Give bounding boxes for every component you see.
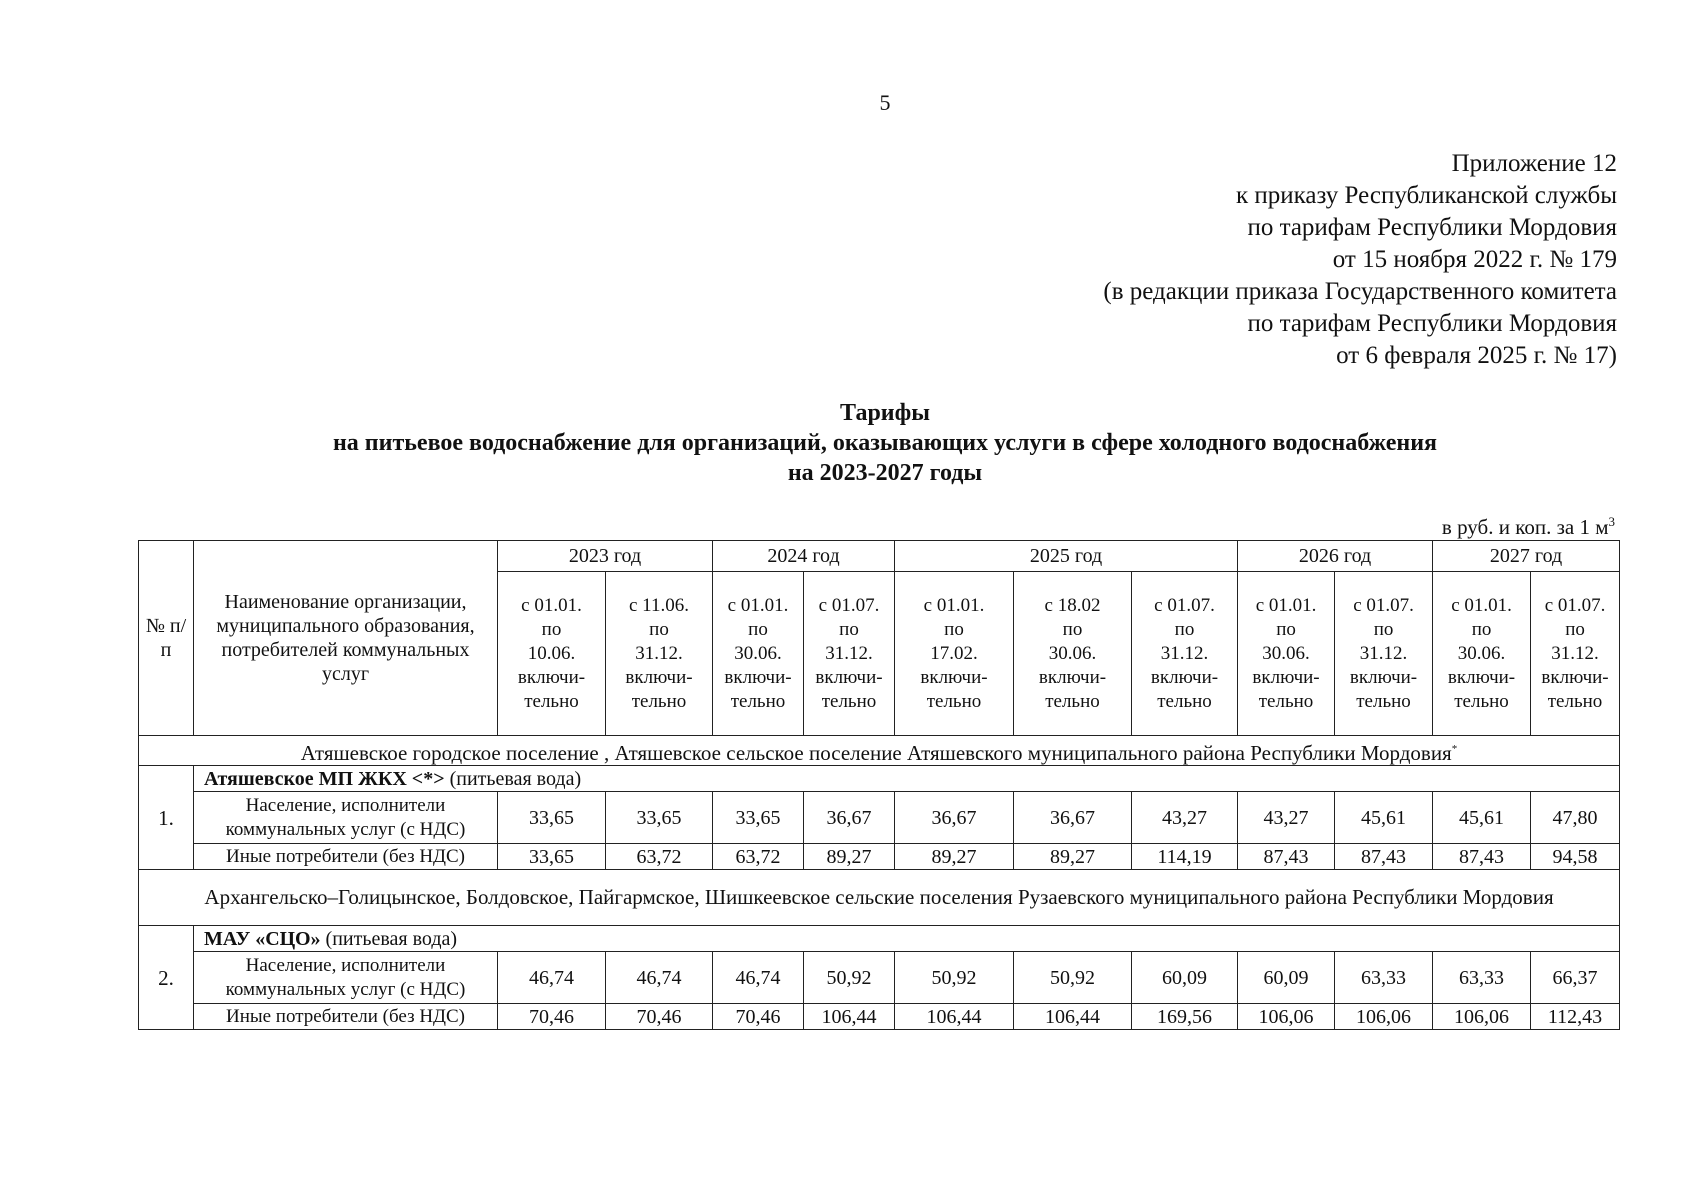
tariff-value: 70,46 — [606, 1004, 713, 1030]
header-number: № п/п — [139, 541, 194, 736]
tariff-value: 87,43 — [1335, 844, 1433, 870]
organization-row — [139, 926, 1620, 952]
header-period: с 18.02 по 30.06. включи- тельно — [1014, 572, 1132, 736]
header-year: 2027 год — [1433, 541, 1620, 572]
tariff-value: 106,06 — [1238, 1004, 1335, 1030]
tariff-value: 114,19 — [1132, 844, 1238, 870]
section-title-row — [139, 870, 1620, 926]
tariff-value: 112,43 — [1531, 1004, 1620, 1030]
tariff-value: 46,74 — [606, 952, 713, 1004]
tariff-value: 47,80 — [1531, 792, 1620, 844]
tariff-value: 94,58 — [1531, 844, 1620, 870]
tariff-value: 106,44 — [1014, 1004, 1132, 1030]
tariff-value: 43,27 — [1132, 792, 1238, 844]
tariff-value: 45,61 — [1433, 792, 1531, 844]
header-period: с 01.01. по 30.06. включи- тельно — [713, 572, 804, 736]
row-index: 1. — [139, 766, 194, 870]
appendix-line: (в редакции приказа Государственного комитета — [1103, 278, 1617, 305]
tariff-value: 50,92 — [895, 952, 1014, 1004]
row-index: 2. — [139, 926, 194, 1030]
header-name: Наименование организации, муниципального образования, потребителей коммунальных услуг — [194, 541, 498, 736]
appendix-line: по тарифам Республики Мордовия — [1247, 310, 1617, 337]
tariff-value: 87,43 — [1238, 844, 1335, 870]
consumer-label: Население, исполнители коммунальных услуг (с НДС) — [194, 792, 498, 844]
tariff-value: 33,65 — [606, 792, 713, 844]
table-row — [139, 1004, 1620, 1030]
tariffs-table — [138, 540, 1620, 1030]
tariff-value: 70,46 — [498, 1004, 606, 1030]
header-period: с 01.01. по 30.06. включи- тельно — [1238, 572, 1335, 736]
tariff-value: 50,92 — [804, 952, 895, 1004]
consumer-label: Иные потребители (без НДС) — [194, 1004, 498, 1030]
table-row — [139, 792, 1620, 844]
title-line: на питьевое водоснабжение для организаций, оказывающих услуги в сфере холодного водоснабжения — [332, 430, 1438, 456]
tariff-value: 45,61 — [1335, 792, 1433, 844]
title-line: Тарифы — [840, 400, 930, 426]
header-period: с 01.01. по 30.06. включи- тельно — [1433, 572, 1531, 736]
tariff-value: 89,27 — [1014, 844, 1132, 870]
tariff-value: 33,65 — [498, 844, 606, 870]
tariff-value: 106,06 — [1433, 1004, 1531, 1030]
tariff-value: 63,33 — [1335, 952, 1433, 1004]
organization-name: Атяшевское МП ЖКХ <*> (питьевая вода) — [194, 766, 1620, 792]
table-row — [139, 952, 1620, 1004]
page-number: 5 — [879, 90, 891, 115]
appendix-reference — [1103, 148, 1617, 372]
section-title: Атяшевское городское поселение , Атяшевское сельское поселение Атяшевского муниципального района Республики Мордовия* — [139, 736, 1620, 766]
header-period: с 01.07. по 31.12. включи- тельно — [1531, 572, 1620, 736]
tariff-value: 43,27 — [1238, 792, 1335, 844]
tariff-value: 89,27 — [895, 844, 1014, 870]
tariff-value: 36,67 — [804, 792, 895, 844]
tariff-value: 33,65 — [713, 792, 804, 844]
header-period: с 01.01. по 17.02. включи- тельно — [895, 572, 1014, 736]
appendix-line: Приложение 12 — [1451, 150, 1617, 177]
tariff-value: 89,27 — [804, 844, 895, 870]
header-period: с 01.01. по 10.06. включи- тельно — [498, 572, 606, 736]
tariff-value: 50,92 — [1014, 952, 1132, 1004]
organization-row — [139, 766, 1620, 792]
tariff-value: 36,67 — [895, 792, 1014, 844]
header-row-years — [139, 541, 1620, 572]
title-line: на 2023-2027 годы — [787, 460, 983, 486]
units-text: в руб. и коп. за 1 м — [1441, 515, 1609, 539]
tariff-value: 106,06 — [1335, 1004, 1433, 1030]
units-note — [1442, 514, 1615, 540]
header-year: 2026 год — [1238, 541, 1433, 572]
tariff-value: 70,46 — [713, 1004, 804, 1030]
tariff-value: 106,44 — [804, 1004, 895, 1030]
tariff-value: 169,56 — [1132, 1004, 1238, 1030]
tariff-value: 66,37 — [1531, 952, 1620, 1004]
header-period: с 01.07. по 31.12. включи- тельно — [1132, 572, 1238, 736]
document-title — [120, 398, 1650, 488]
tariff-value: 87,43 — [1433, 844, 1531, 870]
organization-name: МАУ «СЦО» (питьевая вода) — [194, 926, 1620, 952]
header-year: 2023 год — [498, 541, 713, 572]
appendix-line: по тарифам Республики Мордовия — [1247, 214, 1617, 241]
appendix-line: к приказу Республиканской службы — [1235, 182, 1617, 209]
tariff-value: 46,74 — [713, 952, 804, 1004]
consumer-label: Население, исполнители коммунальных услуг (с НДС) — [194, 952, 498, 1004]
header-year: 2024 год — [713, 541, 895, 572]
table-row — [139, 844, 1620, 870]
header-year: 2025 год — [895, 541, 1238, 572]
tariff-value: 106,44 — [895, 1004, 1014, 1030]
tariff-value: 36,67 — [1014, 792, 1132, 844]
appendix-line: от 6 февраля 2025 г. № 17) — [1336, 342, 1617, 369]
tariff-value: 46,74 — [498, 952, 606, 1004]
tariff-value: 33,65 — [498, 792, 606, 844]
section-title: Архангельско–Голицынское, Болдовское, Пайгармское, Шишкеевское сельские поселения Рузаевского муниципального района Республики Мордовия — [139, 870, 1620, 926]
tariff-value: 60,09 — [1238, 952, 1335, 1004]
tariff-value: 60,09 — [1132, 952, 1238, 1004]
consumer-label: Иные потребители (без НДС) — [194, 844, 498, 870]
tariff-value: 63,72 — [713, 844, 804, 870]
header-period: с 11.06. по 31.12. включи- тельно — [606, 572, 713, 736]
tariff-value: 63,33 — [1433, 952, 1531, 1004]
header-period: с 01.07. по 31.12. включи- тельно — [804, 572, 895, 736]
appendix-line: от 15 ноября 2022 г. № 179 — [1332, 246, 1617, 273]
header-period: с 01.07. по 31.12. включи- тельно — [1335, 572, 1433, 736]
tariff-value: 63,72 — [606, 844, 713, 870]
section-title-row — [139, 736, 1620, 766]
units-sup: 3 — [1608, 514, 1615, 529]
